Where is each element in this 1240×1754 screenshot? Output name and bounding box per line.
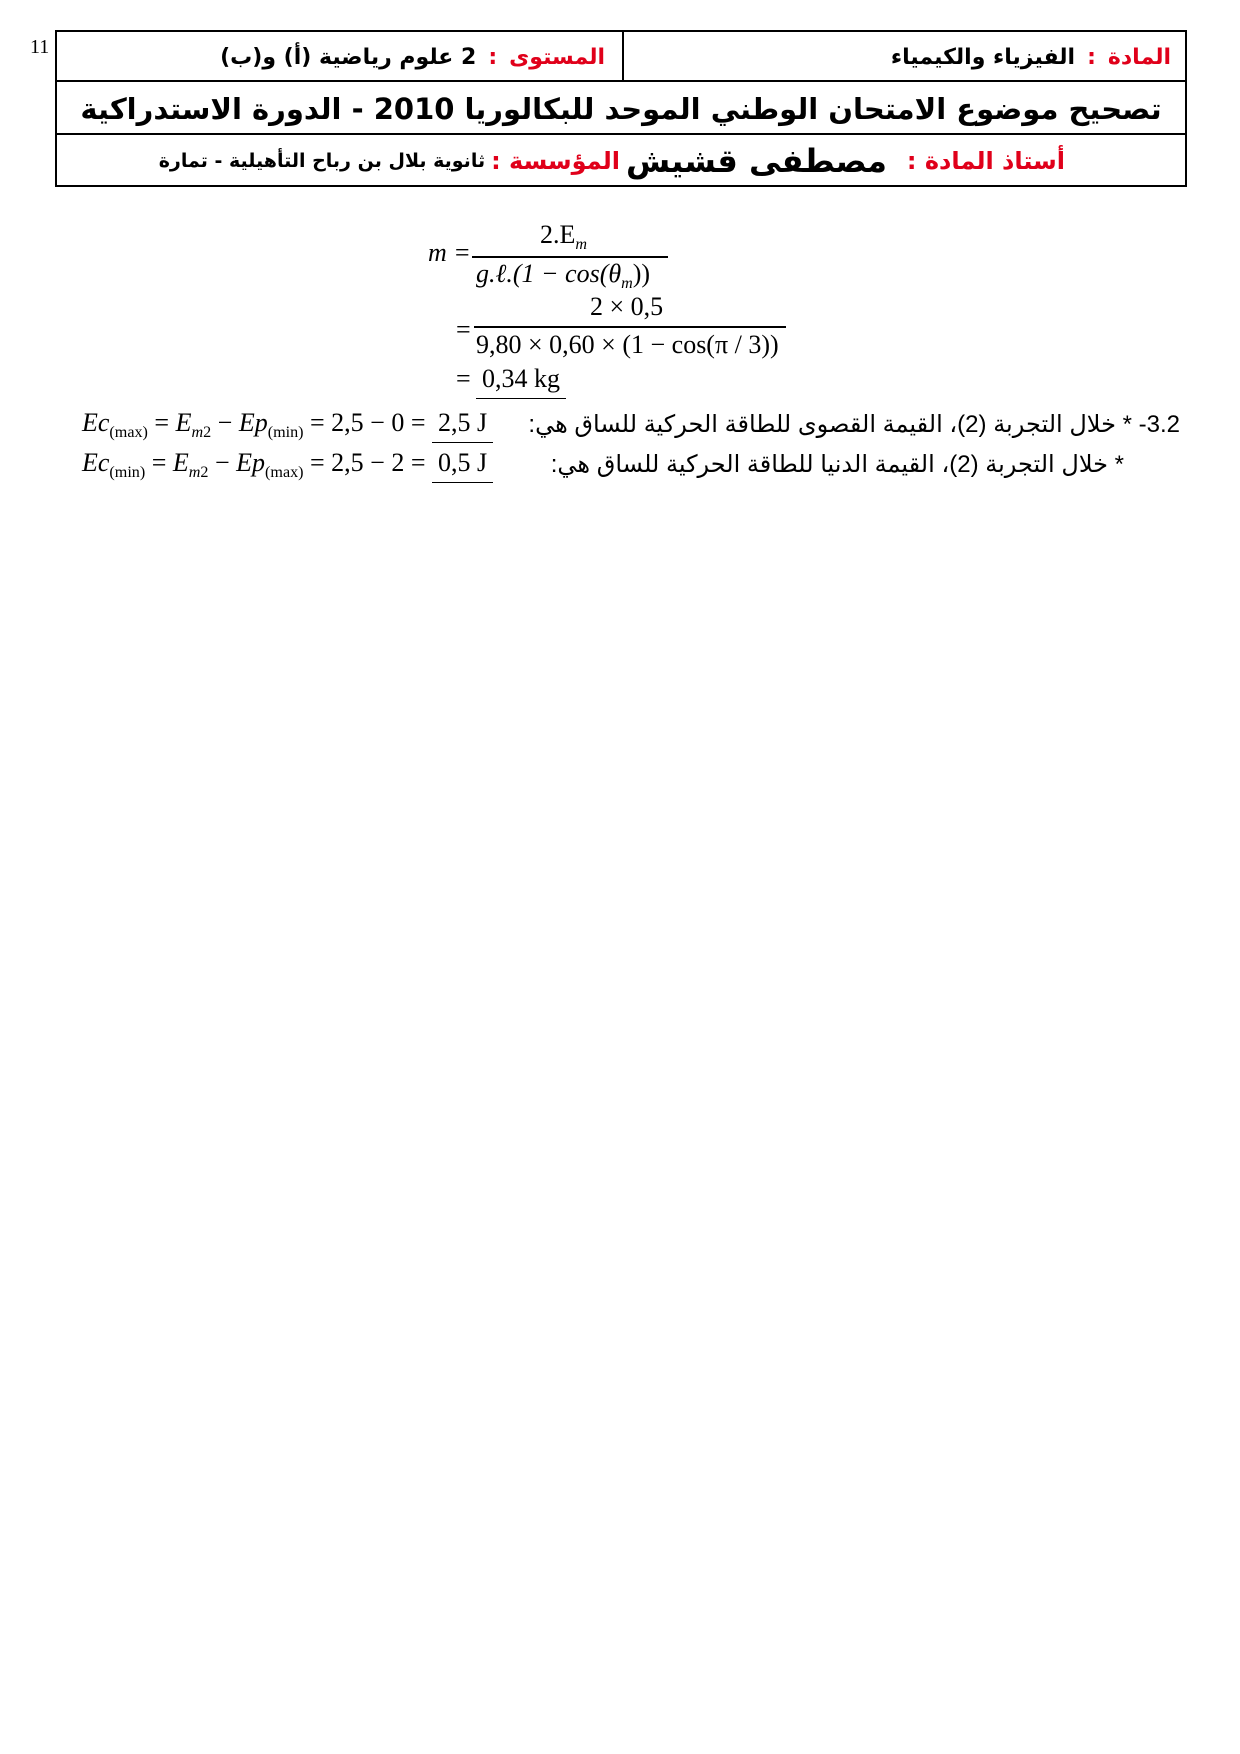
ec-min-answer: 0,5 J <box>432 448 493 483</box>
q32-text-min: * خلال التجربة (2)، القيمة الدنيا للطاقة الحركية للساق هي: <box>550 451 1124 478</box>
teacher-block <box>626 135 1065 187</box>
fraction-bar-2 <box>474 326 786 328</box>
school-label: المؤسسة : <box>491 147 620 175</box>
numeric-denominator: 9,80 × 0,60 × (1 − cos(π / 3)) <box>476 330 779 359</box>
q32-text-max: 3.2- * خلال التجربة (2)، القيمة القصوى للطاقة الحركية للساق هي: <box>528 411 1180 438</box>
numeric-numerator: 2 × 0,5 <box>590 292 664 321</box>
level-label: المستوى <box>509 44 605 70</box>
teacher-label: أستاذ المادة : <box>906 147 1065 175</box>
result-eq: = <box>456 364 471 393</box>
fraction-bar-1 <box>472 256 668 258</box>
mass-result: 0,34 kg <box>476 364 566 399</box>
header-row-teacher <box>57 135 1185 187</box>
subject-separator: : <box>1087 44 1096 70</box>
ec-max-equation: $Ec_{(max)} = E_{m2} - Ep_{(min)} = 2,5 - 0 = 2,5$ J <box>82 408 493 443</box>
header-divider <box>622 32 624 82</box>
school-value: ثانوية بلال بن رباح التأهيلية - تمارة <box>158 150 486 172</box>
header-row-subject <box>57 32 1185 82</box>
teacher-name: مصطفى قشيش <box>626 142 887 180</box>
numeric-eq: = <box>456 315 471 344</box>
exam-header <box>55 30 1187 187</box>
level-cell <box>65 32 605 82</box>
mass-numerator: $2.E_m$ <box>540 220 588 254</box>
subject-label: المادة <box>1107 44 1171 70</box>
page-number: 11 <box>30 36 50 58</box>
school-block <box>159 135 620 187</box>
ec-max-answer: 2,5 J <box>432 408 493 443</box>
ec-min-equation: $Ec_{(min)} = E_{m2} - Ep_{(max)} = 2,5 - 2 = 0,5$ J <box>82 448 493 483</box>
subject-value: الفيزياء والكيمياء <box>890 44 1076 70</box>
mass-lhs: m = <box>428 238 471 267</box>
exam-title: تصحيح موضوع الامتحان الوطني الموحد للبكالوريا 2010 - الدورة الاستدراكية <box>80 91 1162 126</box>
subject-cell <box>631 32 1171 82</box>
level-value: 2 علوم رياضية (أ) و(ب) <box>220 44 477 70</box>
mass-denominator: g.ℓ.(1 − $\cos(\theta_m)$) <box>476 259 651 293</box>
header-row-title <box>57 82 1185 135</box>
level-separator: : <box>488 44 498 70</box>
